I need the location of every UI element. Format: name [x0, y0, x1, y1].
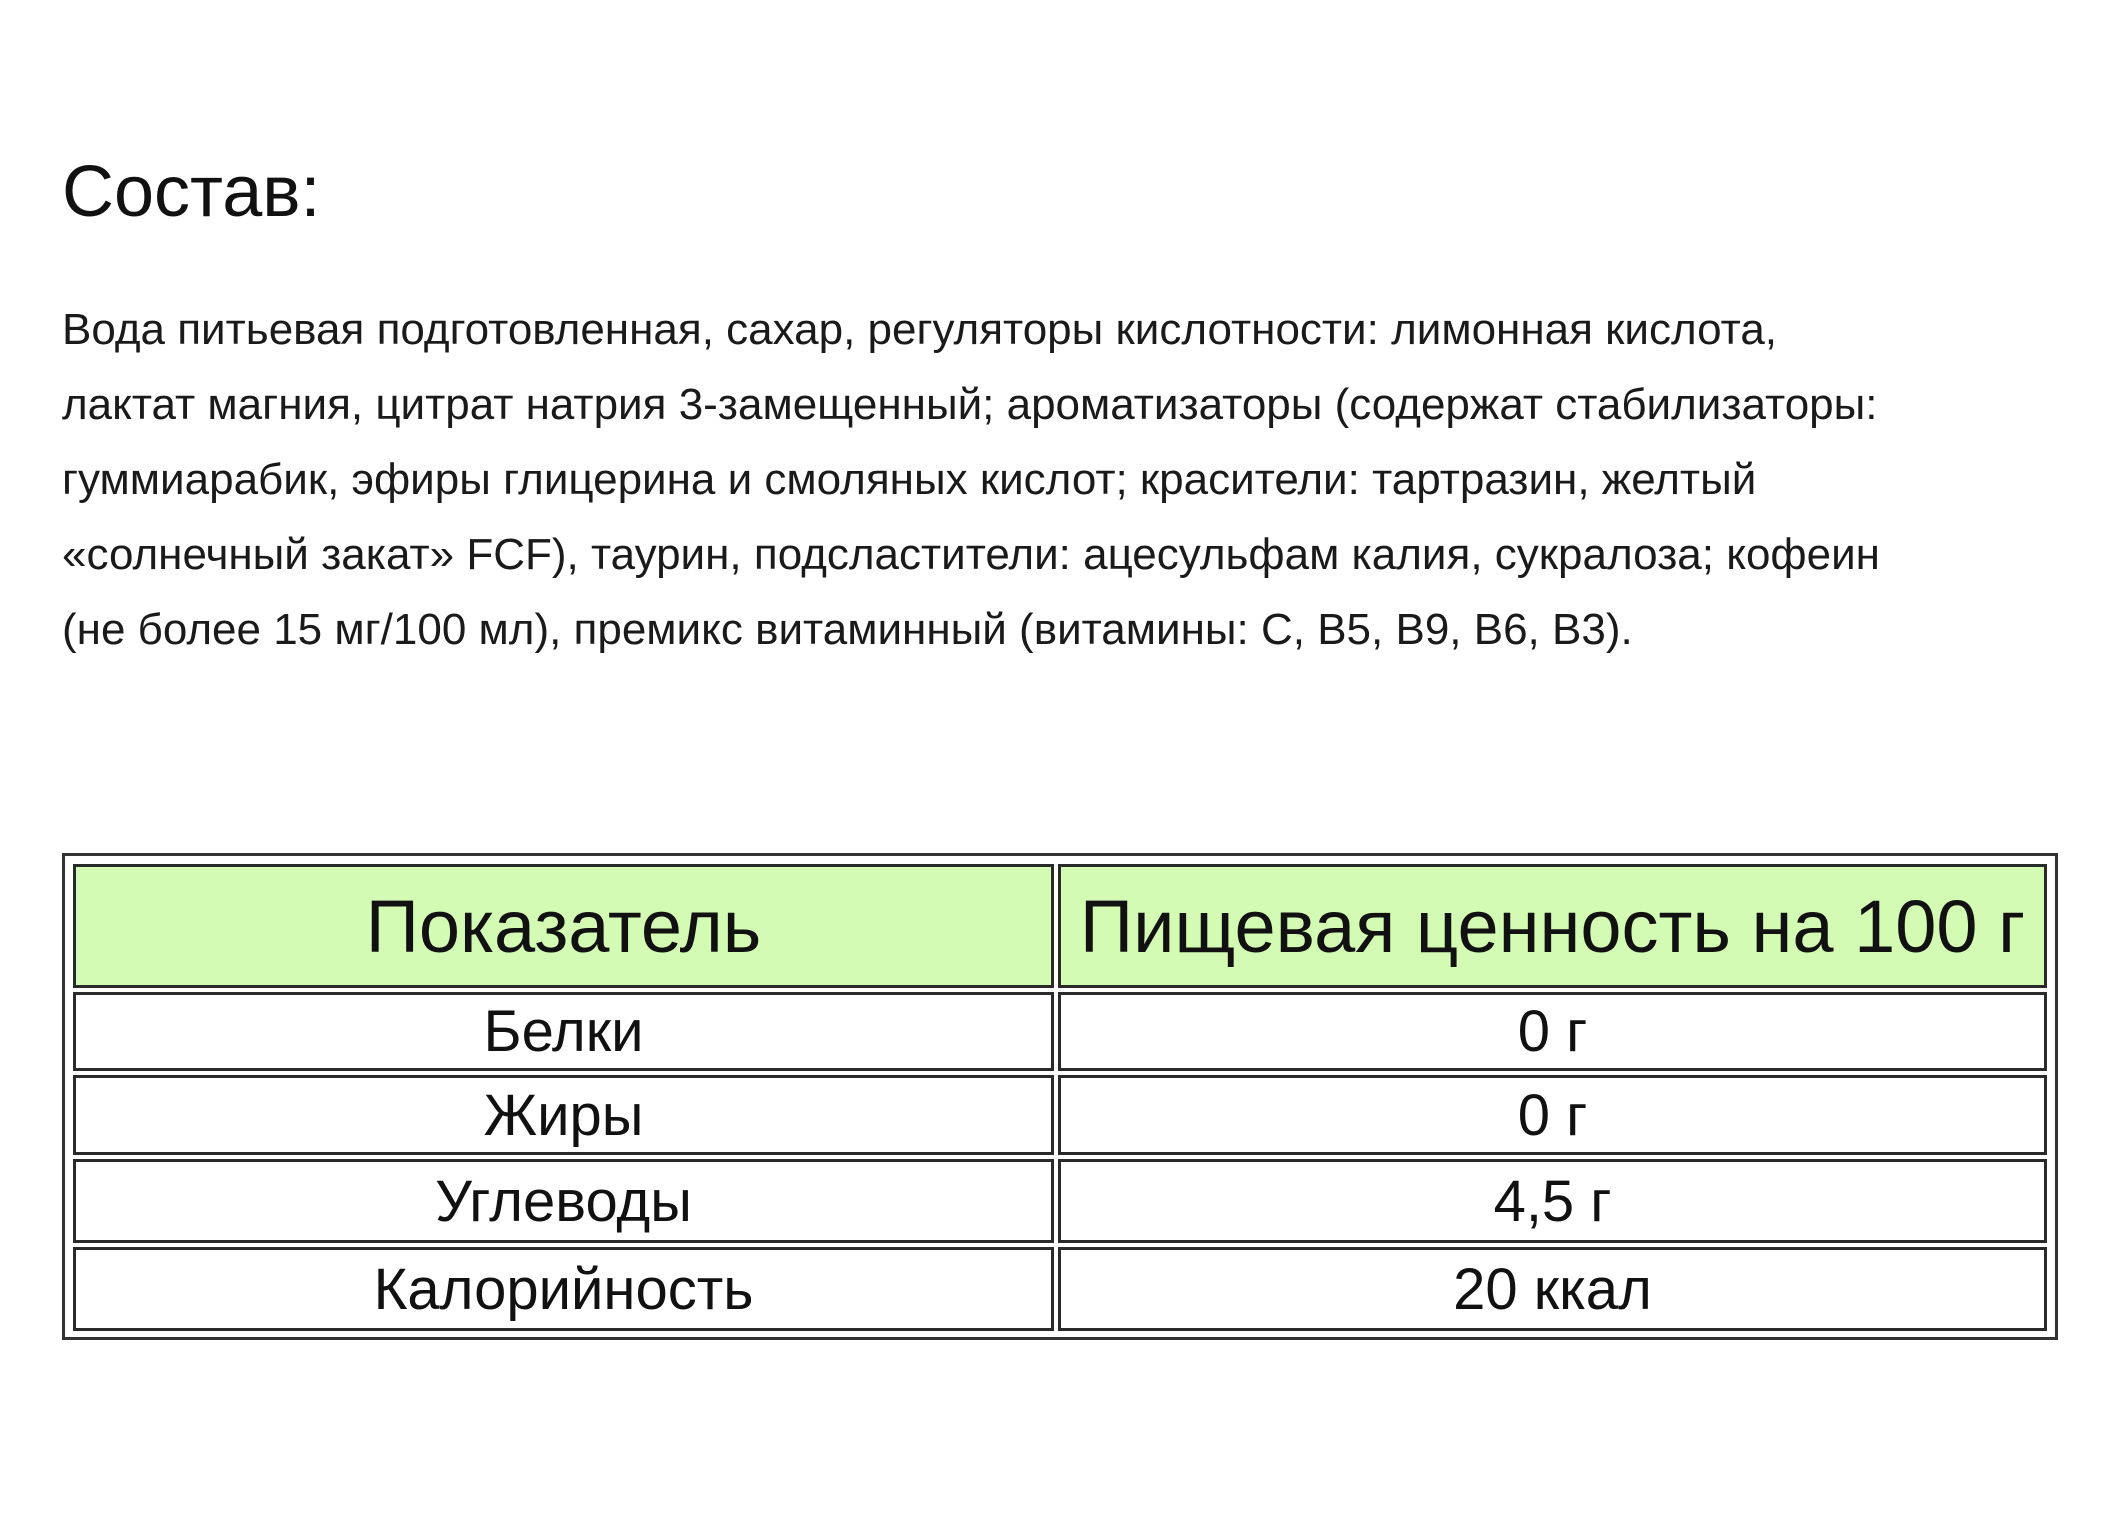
nutrition-table-frame: [62, 853, 2058, 1340]
row-label-carbohydrates: Углеводы: [73, 1159, 1054, 1243]
table-row: [73, 1075, 2047, 1155]
composition-line: лактат магния, цитрат натрия 3-замещенный; ароматизаторы (содержат стабилизаторы:: [62, 380, 1878, 429]
row-label-proteins: Белки: [73, 992, 1054, 1071]
column-header-nutrition-value: Пищевая ценность на 100 г: [1058, 864, 2047, 988]
row-value-calories: 20 ккал: [1058, 1247, 2047, 1331]
composition-line: (не более 15 мг/100 мл), премикс витаминный (витамины: С, В5, В9, В6, В3).: [62, 605, 1633, 654]
composition-line: Вода питьевая подготовленная, сахар, регуляторы кислотности: лимонная кислота,: [62, 305, 1778, 354]
table-row: [73, 992, 2047, 1071]
composition-line: «солнечный закат» FCF), таурин, подсластители: ацесульфам калия, сукралоза; кофеин: [62, 530, 1880, 579]
nutrition-table: [69, 860, 2051, 1335]
composition-text: [62, 292, 2102, 667]
composition-heading: Состав:: [62, 152, 321, 232]
row-label-fats: Жиры: [73, 1075, 1054, 1155]
table-row: [73, 1247, 2047, 1331]
column-header-indicator: Показатель: [73, 864, 1054, 988]
composition-line: гуммиарабик, эфиры глицерина и смоляных кислот; красители: тартразин, желтый: [62, 455, 1757, 504]
row-value-carbohydrates: 4,5 г: [1058, 1159, 2047, 1243]
table-row: [73, 1159, 2047, 1243]
row-label-calories: Калорийность: [73, 1247, 1054, 1331]
table-header-row: [73, 864, 2047, 988]
row-value-fats: 0 г: [1058, 1075, 2047, 1155]
row-value-proteins: 0 г: [1058, 992, 2047, 1071]
